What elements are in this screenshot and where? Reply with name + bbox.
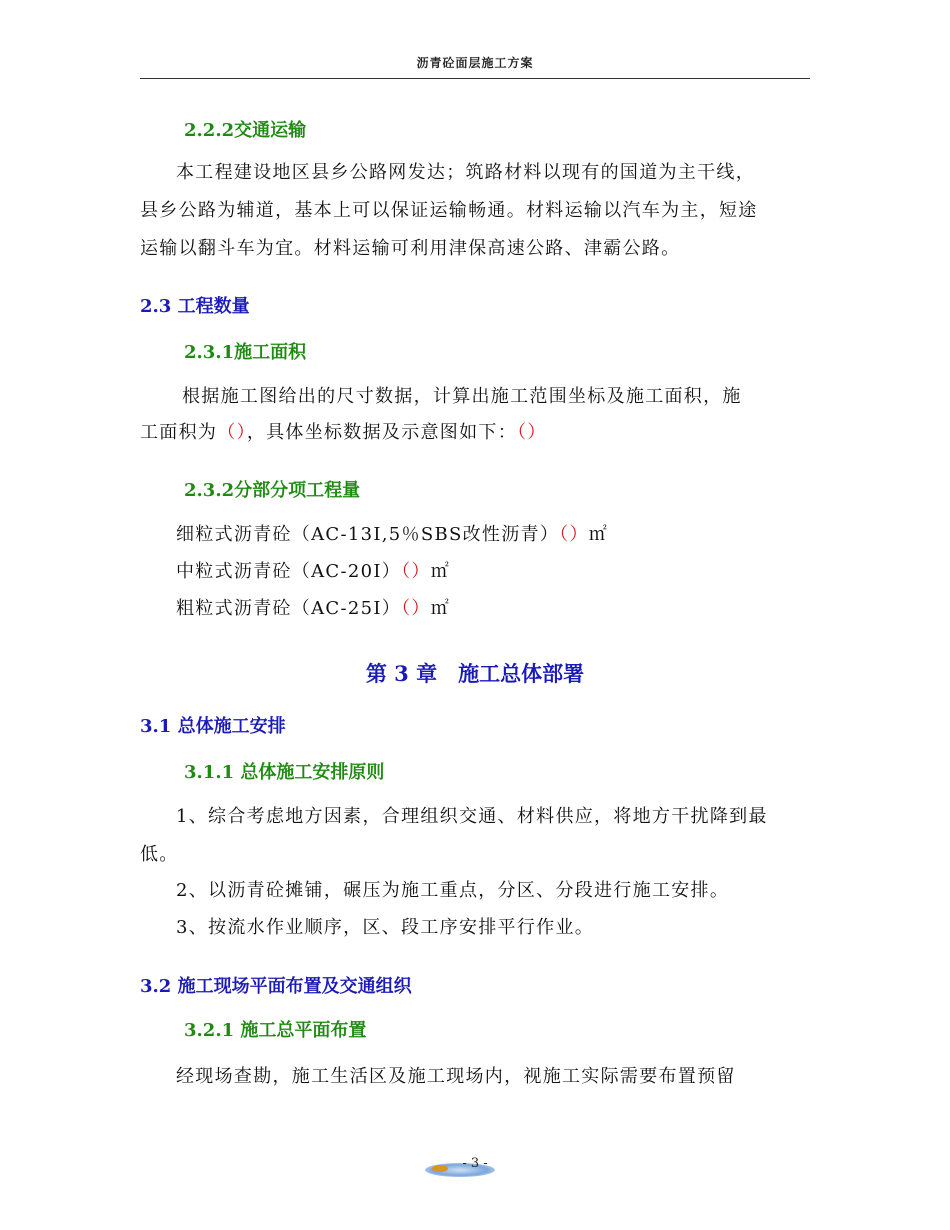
heading-3-1: 3.1 总体施工安排 <box>140 716 286 737</box>
placeholder-parens: （） <box>401 561 431 582</box>
quantity-label: 细粒式沥青砼（AC-13I,5％SBS改性沥青） <box>176 524 560 545</box>
heading-3-2-1: 3.2.1 施工总平面布置 <box>184 1020 367 1041</box>
chapter-title: 第 3 章 施工总体部署 <box>365 661 585 686</box>
placeholder-parens: （） <box>559 524 589 545</box>
page-number: - 3 - <box>462 1156 488 1171</box>
paragraph-line: 根据施工图给出的尺寸数据，计算出施工范围坐标及施工面积，施 <box>182 386 742 407</box>
placeholder-parens: （） <box>217 422 247 443</box>
unit: ㎡ <box>430 561 450 582</box>
unit: ㎡ <box>588 524 609 545</box>
running-header: 沥青砼面层施工方案 <box>416 56 534 70</box>
paragraph-line: 3、按流水作业顺序，区、段工序安排平行作业。 <box>176 917 595 938</box>
paragraph-line: 1、综合考虑地方因素，合理组织交通、材料供应，将地方干扰降到最 <box>176 806 768 827</box>
heading-3-1-1: 3.1.1 总体施工安排原则 <box>184 762 385 783</box>
paragraph-line: 低。 <box>140 844 179 865</box>
quantity-line <box>176 520 608 546</box>
paragraph-line <box>140 418 547 444</box>
paragraph-line: 县乡公路为辅道，基本上可以保证运输畅通。材料运输以汽车为主，短途 <box>140 200 758 221</box>
quantity-line <box>176 557 450 583</box>
heading-2-3-1: 2.3.1施工面积 <box>184 342 307 363</box>
placeholder-parens: （） <box>401 598 431 619</box>
quantity-label: 粗粒式沥青砼（AC-25I） <box>176 598 402 619</box>
quantity-line <box>176 594 450 620</box>
paragraph-line: 运输以翻斗车为宜。材料运输可利用津保高速公路、津霸公路。 <box>140 238 681 259</box>
heading-2-3-2: 2.3.2分部分项工程量 <box>184 480 361 501</box>
paragraph-line: 本工程建设地区县乡公路网发达；筑路材料以现有的国道为主干线， <box>176 162 755 183</box>
heading-3-2: 3.2 施工现场平面布置及交通组织 <box>140 976 412 997</box>
text-segment: 工面积为 <box>140 422 218 443</box>
heading-2-2-2: 2.2.2交通运输 <box>184 120 307 141</box>
header-rule <box>140 78 810 79</box>
paragraph-line: 2、以沥青砼摊铺，碾压为施工重点，分区、分段进行施工安排。 <box>176 880 730 901</box>
paragraph-line: 经现场查勘，施工生活区及施工现场内，视施工实际需要布置预留 <box>176 1066 736 1087</box>
heading-2-3: 2.3 工程数量 <box>140 296 250 317</box>
placeholder-parens: （） <box>517 422 547 443</box>
unit: ㎡ <box>430 598 450 619</box>
quantity-label: 中粒式沥青砼（AC-20I） <box>176 561 402 582</box>
text-segment: ，具体坐标数据及示意图如下： <box>246 422 518 443</box>
